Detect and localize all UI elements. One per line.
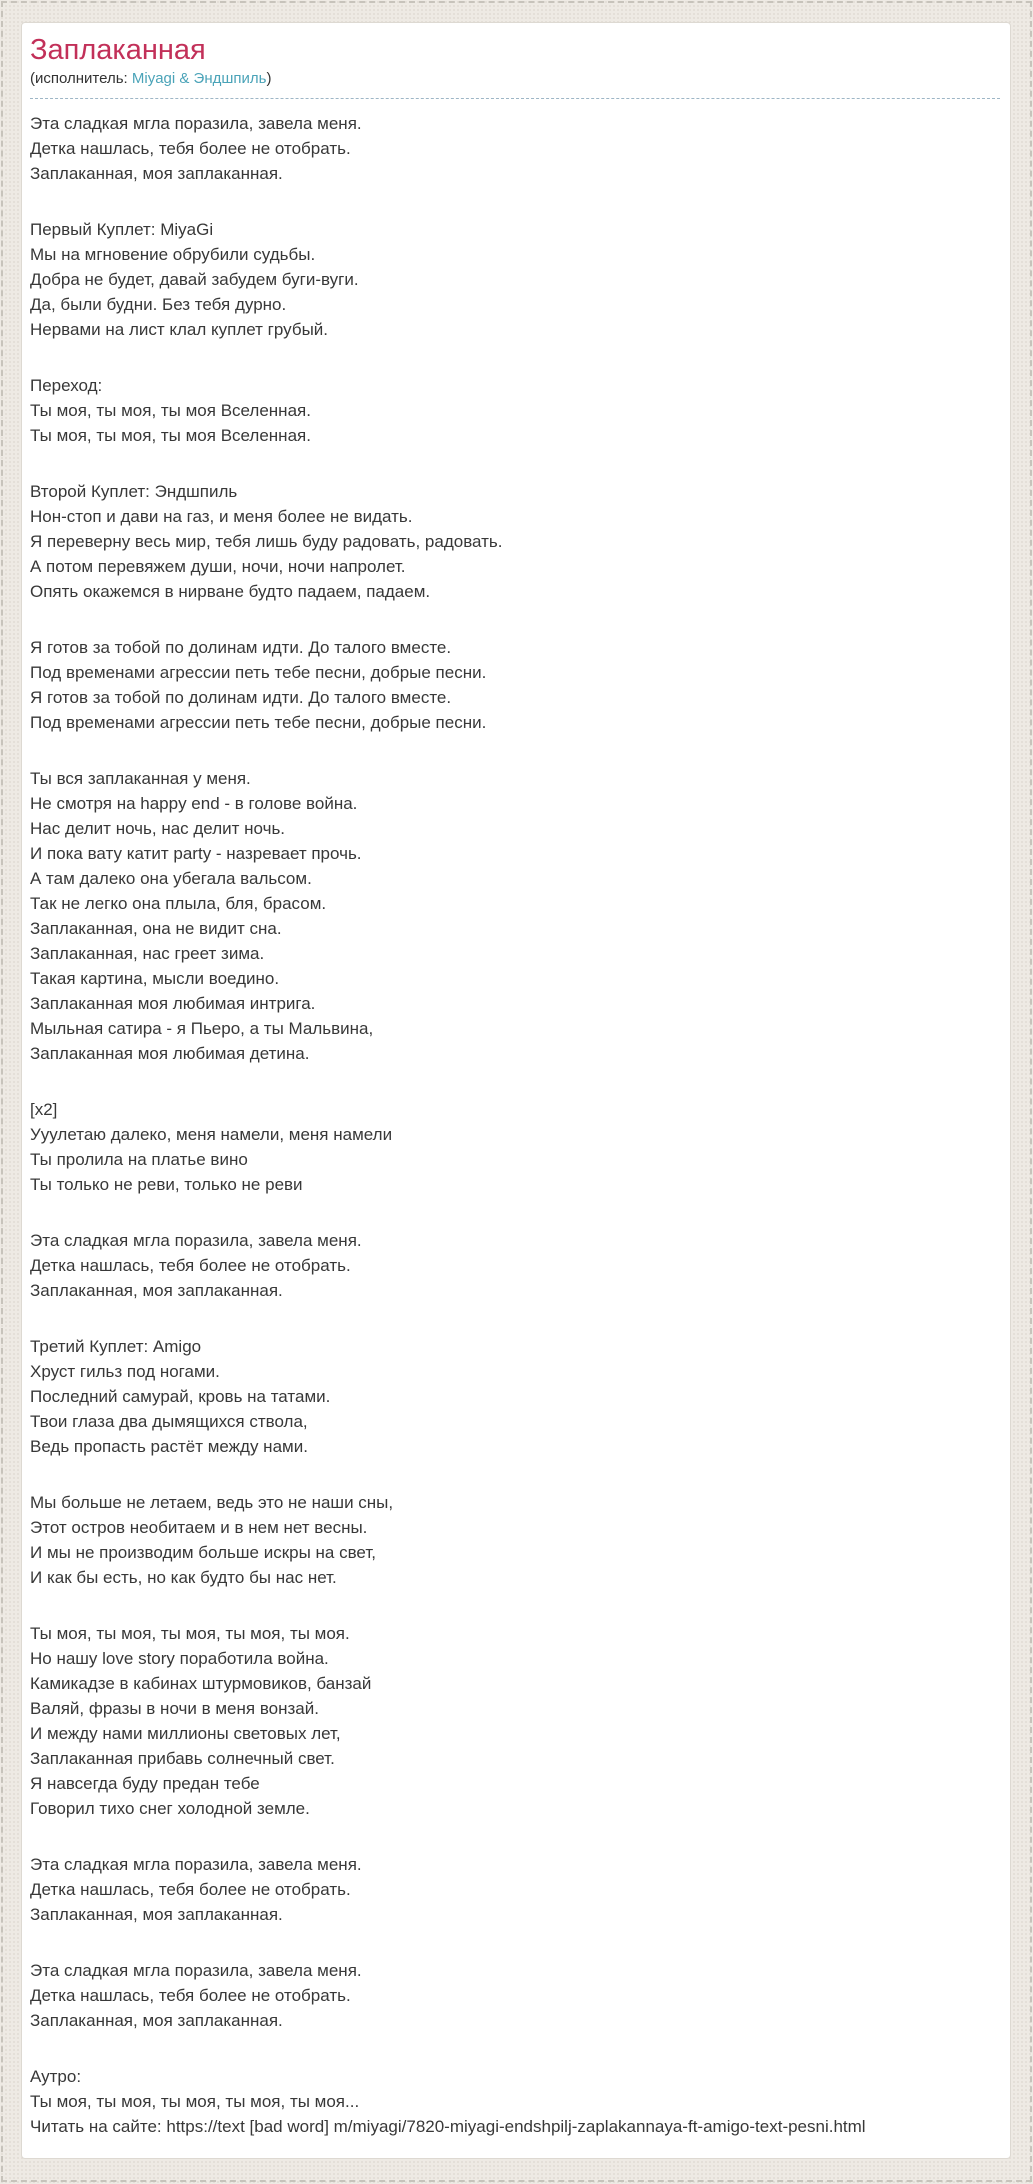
- lyric-line: Заплаканная, она не видит сна.: [30, 919, 282, 938]
- lyric-line: А потом перевяжем души, ночи, ночи напролет.: [30, 557, 406, 576]
- lyric-line: Первый Куплет: MiyaGi: [30, 220, 214, 239]
- lyric-line: Ты моя, ты моя, ты моя, ты моя, ты моя.: [30, 1624, 350, 1643]
- lyric-line: Я готов за тобой по долинам идти. До талого вместе.: [30, 638, 452, 657]
- lyric-line: Ты моя, ты моя, ты моя Вселенная.: [30, 426, 311, 445]
- lyric-line: А там далеко она убегала вальсом.: [30, 869, 312, 888]
- stanza: [30, 217, 1000, 342]
- lyric-line: Ты вся заплаканная у меня.: [30, 769, 251, 788]
- lyric-line: Валяй, фразы в ночи в меня вонзай.: [30, 1699, 319, 1718]
- lyric-line: Детка нашлась, тебя более не отобрать.: [30, 139, 351, 158]
- stanza: [30, 111, 1000, 186]
- stanza: [30, 635, 1000, 735]
- lyric-line: Так не легко она плыла, бля, брасом.: [30, 894, 327, 913]
- lyric-line: Под временами агрессии петь тебе песни, добрые песни.: [30, 663, 487, 682]
- lyric-line: [x2]: [30, 1100, 58, 1119]
- lyric-line: Эта сладкая мгла поразила, завела меня.: [30, 1231, 362, 1250]
- lyric-line: Я навсегда буду предан тебе: [30, 1774, 260, 1793]
- lyric-line: Твои глаза два дымящихся ствола,: [30, 1412, 308, 1431]
- lyric-line: Говорил тихо снег холодной земле.: [30, 1799, 310, 1818]
- lyric-line: Заплаканная, моя заплаканная.: [30, 164, 283, 183]
- lyric-line: И мы не производим больше искры на свет,: [30, 1543, 376, 1562]
- lyric-line: Детка нашлась, тебя более не отобрать.: [30, 1256, 351, 1275]
- lyric-line: Мы на мгновение обрубили судьбы.: [30, 245, 316, 264]
- lyric-line: Мыльная сатира - я Пьеро, а ты Мальвина,: [30, 1019, 374, 1038]
- lyric-line: Последний самурай, кровь на татами.: [30, 1387, 331, 1406]
- lyric-line: Заплаканная моя любимая интрига.: [30, 994, 316, 1013]
- lyric-line: Ты моя, ты моя, ты моя, ты моя, ты моя...: [30, 2092, 360, 2111]
- lyric-line: Заплаканная прибавь солнечный свет.: [30, 1749, 335, 1768]
- artist-label-suffix: ): [266, 70, 272, 87]
- lyric-line: Заплаканная, нас греет зима.: [30, 944, 265, 963]
- stanza: [30, 373, 1000, 448]
- lyric-line: Второй Куплет: Эндшпиль: [30, 482, 238, 501]
- lyric-line: Но нашу love story поработила война.: [30, 1649, 329, 1668]
- lyric-line: Третий Куплет: Amigo: [30, 1337, 202, 1356]
- lyric-line: Переход:: [30, 376, 103, 395]
- content-sheet: [21, 22, 1011, 2159]
- lyric-line: Я переверну весь мир, тебя лишь буду радовать, радовать.: [30, 532, 503, 551]
- lyric-line: Детка нашлась, тебя более не отобрать.: [30, 1880, 351, 1899]
- lyric-line: Я готов за тобой по долинам идти. До талого вместе.: [30, 688, 452, 707]
- lyric-line: Нон-стоп и дави на газ, и меня более не видать.: [30, 507, 413, 526]
- lyric-line: Опять окажемся в нирване будто падаем, падаем.: [30, 582, 431, 601]
- stanza: [30, 1228, 1000, 1303]
- stanza: [30, 1958, 1000, 2033]
- lyric-line: Мы больше не летаем, ведь это не наши сны,: [30, 1493, 394, 1512]
- lyric-line: Аутро:: [30, 2067, 82, 2086]
- lyric-line: Ты пролила на платье вино: [30, 1150, 248, 1169]
- stanza: [30, 2064, 1000, 2139]
- lyric-line: И между нами миллионы световых лет,: [30, 1724, 341, 1743]
- lyric-line: Заплаканная, моя заплаканная.: [30, 1281, 283, 1300]
- lyric-line: Нервами на лист клал куплет грубый.: [30, 320, 329, 339]
- artist-link[interactable]: Miyagi & Эндшпиль: [131, 70, 267, 87]
- lyric-line: Этот остров необитаем и в нем нет весны.: [30, 1518, 368, 1537]
- lyrics: [30, 111, 1000, 2139]
- lyric-line: Ууулетаю далеко, меня намели, меня намели: [30, 1125, 393, 1144]
- lyric-line: Ты только не реви, только не реви: [30, 1175, 303, 1194]
- artist-line: [30, 69, 1000, 99]
- stanza: [30, 766, 1000, 1066]
- lyric-line: Под временами агрессии петь тебе песни, добрые песни.: [30, 713, 487, 732]
- stanza: [30, 1334, 1000, 1459]
- stanza: [30, 479, 1000, 604]
- lyric-line: Такая картина, мысли воедино.: [30, 969, 280, 988]
- lyric-line: Ведь пропасть растёт между нами.: [30, 1437, 308, 1456]
- stanza: [30, 1621, 1000, 1821]
- lyric-line: Добра не будет, давай забудем буги-вуги.: [30, 270, 359, 289]
- lyric-line: Не смотря на happy end - в голове война.: [30, 794, 358, 813]
- lyric-line: Эта сладкая мгла поразила, завела меня.: [30, 1855, 362, 1874]
- lyric-line: Заплаканная моя любимая детина.: [30, 1044, 310, 1063]
- lyric-line: Эта сладкая мгла поразила, завела меня.: [30, 1961, 362, 1980]
- lyric-line: Эта сладкая мгла поразила, завела меня.: [30, 114, 362, 133]
- stanza: [30, 1490, 1000, 1590]
- page-title: Заплаканная: [30, 34, 206, 66]
- lyric-line: Хруст гильз под ногами.: [30, 1362, 220, 1381]
- lyric-line: Заплаканная, моя заплаканная.: [30, 2011, 283, 2030]
- lyric-line: Ты моя, ты моя, ты моя Вселенная.: [30, 401, 311, 420]
- lyric-line: Заплаканная, моя заплаканная.: [30, 1905, 283, 1924]
- lyric-line: Детка нашлась, тебя более не отобрать.: [30, 1986, 351, 2005]
- lyric-line: И пока вату катит party - назревает прочь.: [30, 844, 362, 863]
- lyric-line: Читать на сайте: https://text [bad word] m/miyagi/7820-miyagi-endshpilj-zaplakannaya-ft-amigo-text-pesni.html: [30, 2117, 866, 2136]
- artist-label-prefix: (исполнитель:: [30, 70, 132, 87]
- lyric-line: И как бы есть, но как будто бы нас нет.: [30, 1568, 337, 1587]
- stanza: [30, 1097, 1000, 1197]
- stanza: [30, 1852, 1000, 1927]
- lyric-line: Камикадзе в кабинах штурмовиков, банзай: [30, 1674, 372, 1693]
- lyric-line: Нас делит ночь, нас делит ночь.: [30, 819, 286, 838]
- lyric-line: Да, были будни. Без тебя дурно.: [30, 295, 287, 314]
